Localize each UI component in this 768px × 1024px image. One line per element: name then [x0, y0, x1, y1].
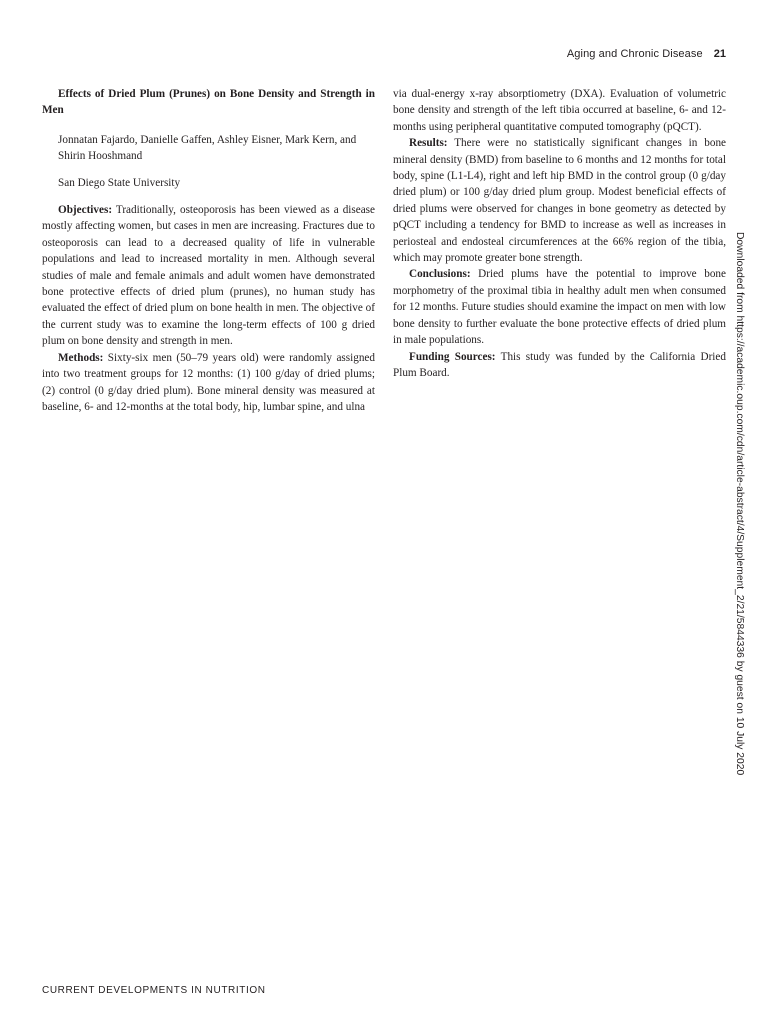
objectives-paragraph [42, 202, 375, 350]
objectives-label: Objectives: [58, 204, 113, 217]
results-paragraph [393, 135, 726, 266]
results-text: There were no statistically significant changes in bone mineral density (BMD) from baseline to 6 months and 12 months for total body, spine (L1-L4), right and left hip BMD in the control group (0 g/day dried plum) or 100 g/day dried plum group. Modest beneficial effects of dried plums were observed for changes in bone geometry as detected by pQCT including a tendency for BMD to increase as well as increases in periosteal and endosteal circumferences at the 66% region of the tibia, which may promote greater bone strength. [393, 137, 726, 265]
funding-text: This study was funded by the California Dried Plum Board. [393, 350, 726, 379]
download-watermark: Downloaded from https://academic.oup.com/cdn/article-abstract/4/Supplement_2/21/5844336 by guest on 10 July 2020 [734, 232, 745, 776]
methods-label: Methods: [58, 351, 104, 364]
abstract-title: Effects of Dried Plum (Prunes) on Bone Density and Strength in Men [42, 88, 375, 117]
conclusions-paragraph [393, 266, 726, 348]
objectives-text: Traditionally, osteoporosis has been viewed as a disease mostly affecting women, but cases in men are increasing. Fractures due to osteoporosis can lead to a decreased quality of life in vulnerable populations and lead to increased mortality in men. Although several studies of male and female animals and adult women have demonstrated bone protective effects of dried plum (prunes), no human study has evaluated the effect of dried plum on bone health in men. The objective of the current study was to examine the long-term effects of 100 g dried plum on bone density and strength in men. [42, 204, 375, 348]
author-list: Jonnatan Fajardo, Danielle Gaffen, Ashley Eisner, Mark Kern, and Shirin Hooshmand [58, 133, 357, 163]
methods-paragraph [42, 350, 375, 416]
page-number: 21 [713, 48, 726, 60]
journal-footer: CURRENT DEVELOPMENTS IN NUTRITION [42, 985, 266, 996]
section-title: Aging and Chronic Disease [566, 48, 703, 60]
results-label: Results: [409, 137, 448, 150]
methods-continued: via dual-energy x-ray absorptiometry (DXA). Evaluation of volumetric bone density and strength of the left tibia occurred at baseline, 6- and 12-months using peripheral quantitative computed tomography (pQCT). [393, 88, 726, 133]
running-head [567, 48, 726, 60]
conclusions-text: Dried plums have the potential to improve bone morphometry of the proximal tibia in healthy adult men when consumed for 12 months. Future studies should examine the impact on men with low bone density to further evaluate the bone protective effects of dried plum in male populations. [393, 268, 726, 347]
conclusions-label: Conclusions: [409, 268, 471, 281]
affiliation: San Diego State University [58, 176, 181, 189]
right-column [393, 86, 726, 381]
methods-text-start: Sixty-six men (50–79 years old) were randomly assigned into two treatment groups for 12 months: (1) 100 g/day of dried plums; (2) control (0 g/day dried plum). Bone mineral density was measured at baseline, 6- and 12-months at the total body, hip, lumbar spine, and ulna [42, 351, 375, 413]
funding-label: Funding Sources: [409, 350, 496, 363]
left-column [42, 86, 375, 415]
funding-paragraph [393, 349, 726, 382]
